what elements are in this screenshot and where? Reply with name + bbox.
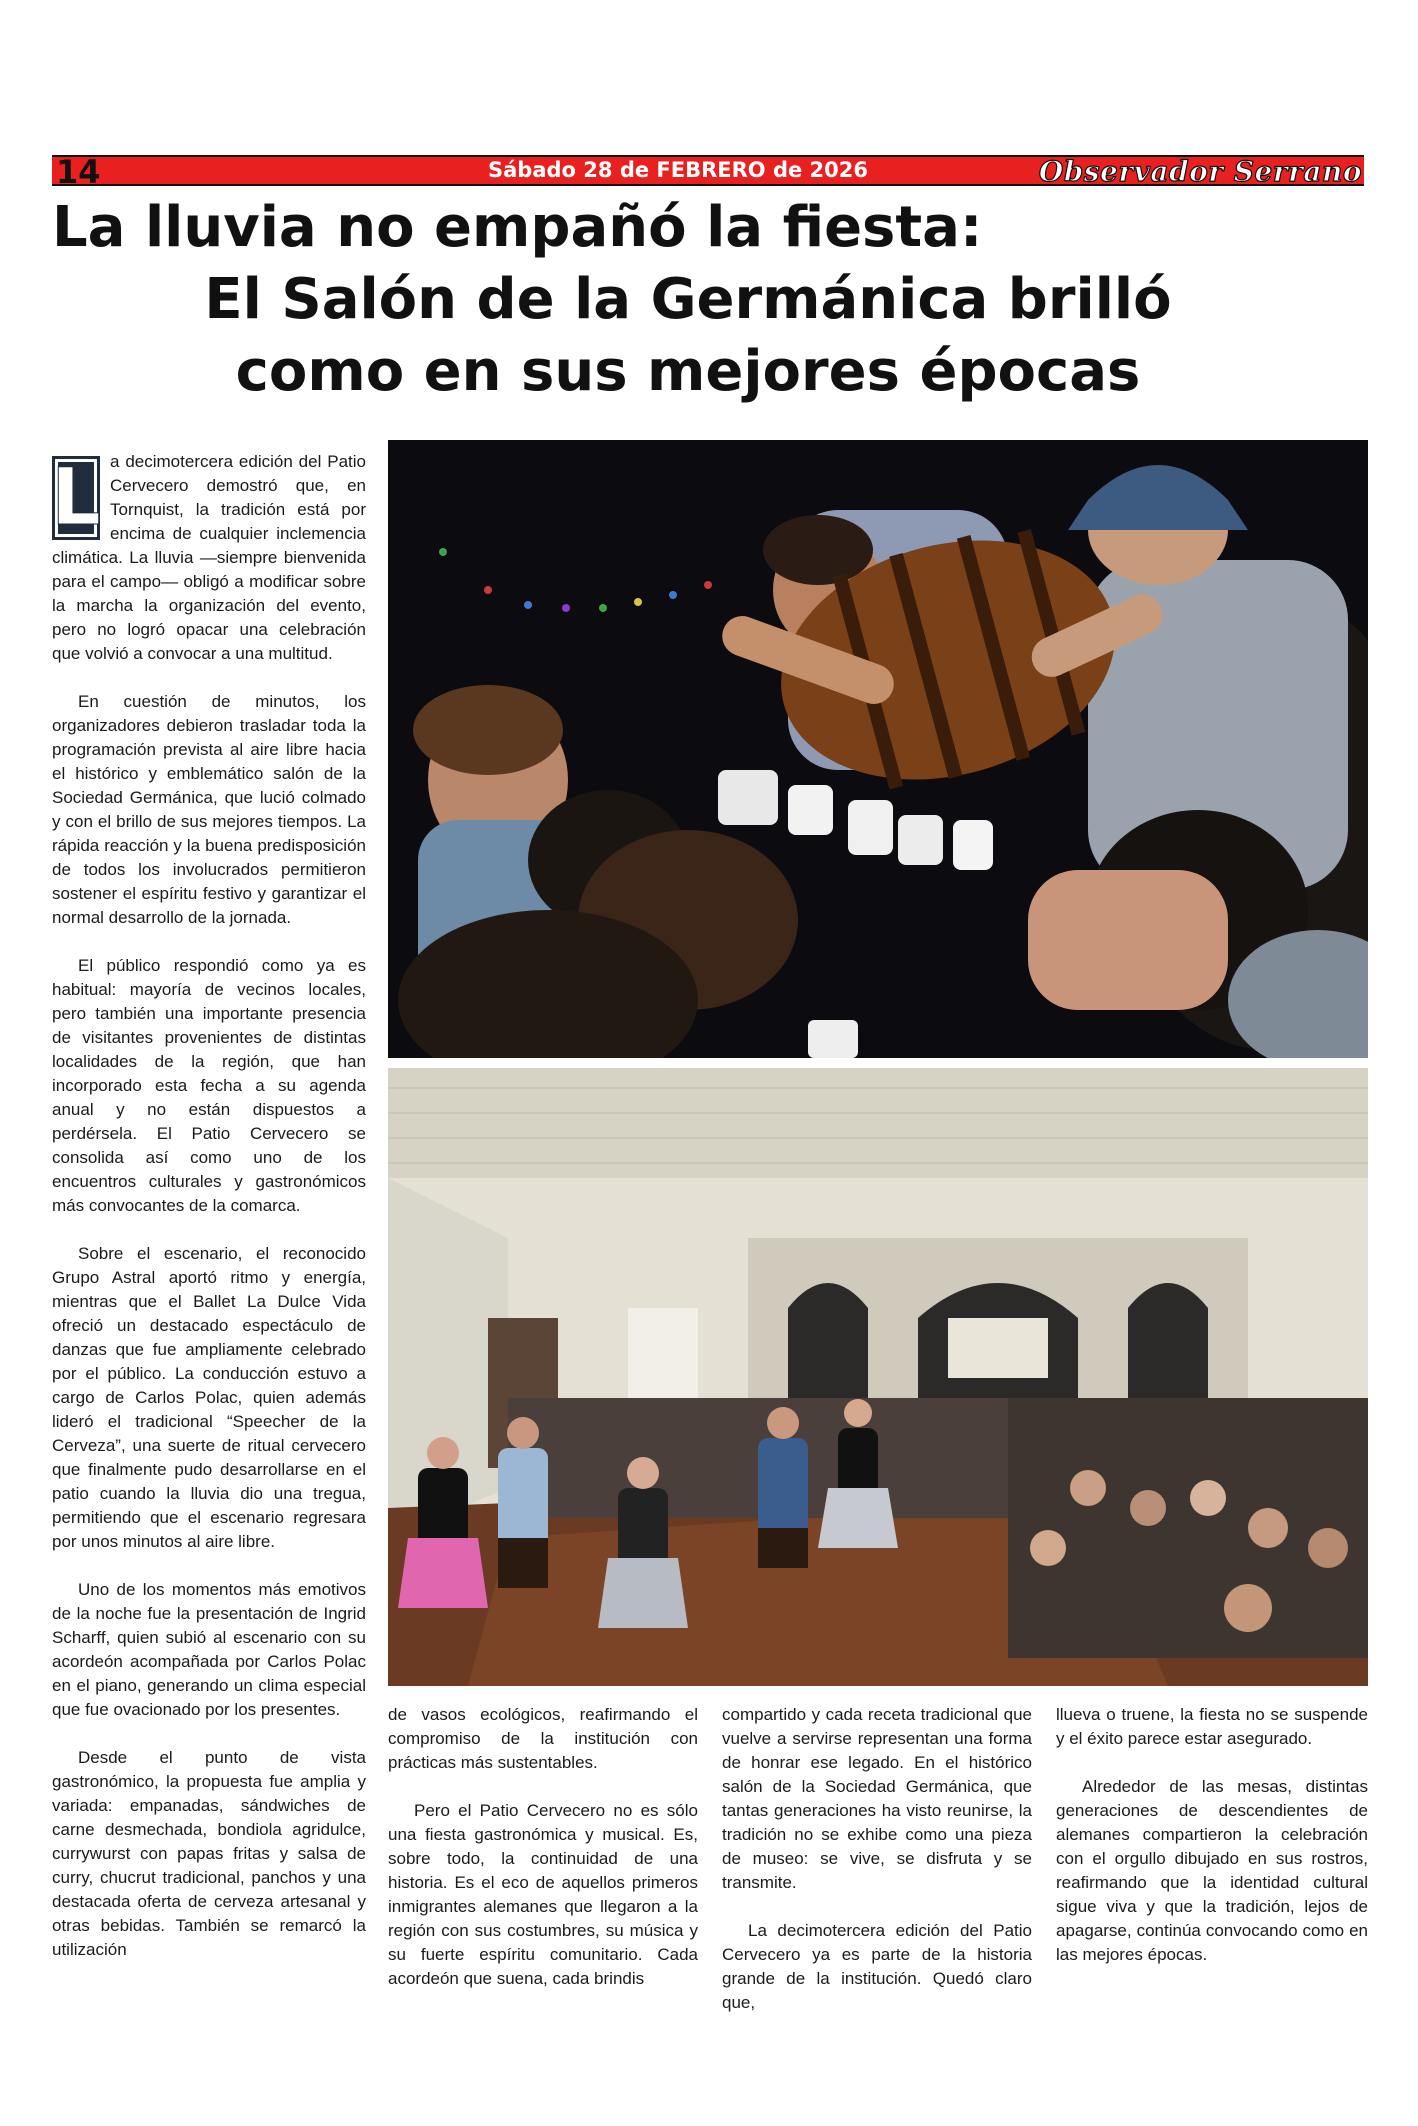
article-headline: [52, 192, 1364, 408]
paragraph: llueva o truene, la fiesta no se suspende y el éxito parece estar asegurado.: [1056, 1705, 1368, 1748]
article-column-4: [1056, 1703, 1368, 1991]
balcony-arches: [748, 1238, 1248, 1398]
drop-cap: L: [51, 453, 101, 543]
article-column-2: [388, 1703, 698, 2015]
page-number: 14: [56, 153, 101, 191]
paragraph: Desde el punto de vista gastronómico, la propuesta fue amplia y variada: empanadas, sándwiches de carne desmechada, bondiola agridulce, currywurst con papas fritas y salsa de curry, chucrut tradicional, panchos y una destacada oferta de cerveza artesanal y otras bebidas. También se remarcó la utilización: [52, 1748, 366, 1959]
headline-line-1: La lluvia no empañó la fiesta:: [52, 195, 983, 260]
photo-beer-barrel: [388, 440, 1368, 1058]
masthead-logo: Observador Serrano: [1038, 155, 1362, 188]
paragraph: de vasos ecológicos, reafirmando el compromiso de la institución con prácticas más sustentables.: [388, 1705, 698, 1772]
paragraph: El público respondió como ya es habitual: mayoría de vecinos locales, pero también una importante presencia de visitantes provenientes de distintas localidades de la región, que han incorporado esta fecha a su agenda anual y no están dispuestos a perdérsela. El Patio Cervecero se consolida así como uno de los encuentros culturales y gastronómicos más convocantes de la comarca.: [52, 956, 366, 1215]
issue-date: Sábado 28 de FEBRERO de 2026: [488, 158, 868, 182]
paragraph: L a decimotercera edición del Patio Cervecero demostró que, en Tornquist, la tradición está por encima de cualquier inclemencia climática. La lluvia —siempre bienvenida para el campo— obligó a modificar sobre la marcha la organización del evento, pero no logró opacar una celebración que volvió a convocar a una multitud.: [51, 452, 366, 663]
paragraph: Pero el Patio Cervecero no es sólo una fiesta gastronómica y musical. Es, sobre todo, la continuidad de una historia. Es el eco de aquellos primeros inmigrantes alemanes que llegaron a la región con sus costumbres, su música y su fuerte espíritu comunitario. Cada acordeón que suena, cada brindis: [388, 1801, 698, 1988]
paragraph: compartido y cada receta tradicional que vuelve a servirse representan una forma de honrar ese legado. En el histórico salón de la Sociedad Germánica, que tantas generaciones ha visto reunirse, la tradición no se exhibe como una pieza de museo: se vive, se disfruta y se transmite.: [722, 1705, 1032, 1892]
paragraph: Uno de los momentos más emotivos de la noche fue la presentación de Ingrid Scharff, quien subió al escenario con su acordeón acompañada por Carlos Polac en el piano, generando un clima especial que fue ovacionado por los presentes.: [52, 1580, 366, 1719]
article-column-3: [722, 1703, 1032, 2039]
paragraph: La decimotercera edición del Patio Cervecero ya es parte de la historia grande de la institución. Quedó claro que,: [722, 1921, 1032, 2012]
paragraph: Sobre el escenario, el reconocido Grupo Astral aportó ritmo y energía, mientras que el Ballet La Dulce Vida ofreció un destacado espectáculo de danzas que fue ampliamente celebrado por el público. La conducción estuvo a cargo de Carlos Polac, quien además lideró el tradicional “Speecher de la Cerveza”, una suerte de ritual cervecero que finalmente pudo desarrollarse en el patio cuando la lluvia dio una tregua, permitiendo que el escenario regresara por unos minutos al aire libre.: [52, 1244, 366, 1551]
paragraph: Alrededor de las mesas, distintas generaciones de descendientes de alemanes compartieron la celebración con el orgullo dibujado en sus rostros, reafirmando que la identidad cultural sigue viva y que la tradición, lejos de apagarse, continúa convocando como en las mejores épocas.: [1056, 1777, 1368, 1964]
paragraph: En cuestión de minutos, los organizadores debieron trasladar toda la programación prevista al aire libre hacia el histórico y emblemático salón de la Sociedad Germánica, que lució colmado y con el brillo de sus mejores tiempos. La rápida reacción y la buena predisposición de todos los involucrados permitieron sostener el espíritu festivo y garantizar el normal desarrollo de la jornada.: [52, 692, 366, 927]
article-column-1: [52, 450, 366, 1986]
page-header-bar: [52, 153, 1364, 191]
photo-dance-hall: [388, 1068, 1368, 1686]
headline-line-3: como en sus mejores épocas: [235, 339, 1141, 404]
headline-line-2: El Salón de la Germánica brilló: [204, 267, 1172, 332]
